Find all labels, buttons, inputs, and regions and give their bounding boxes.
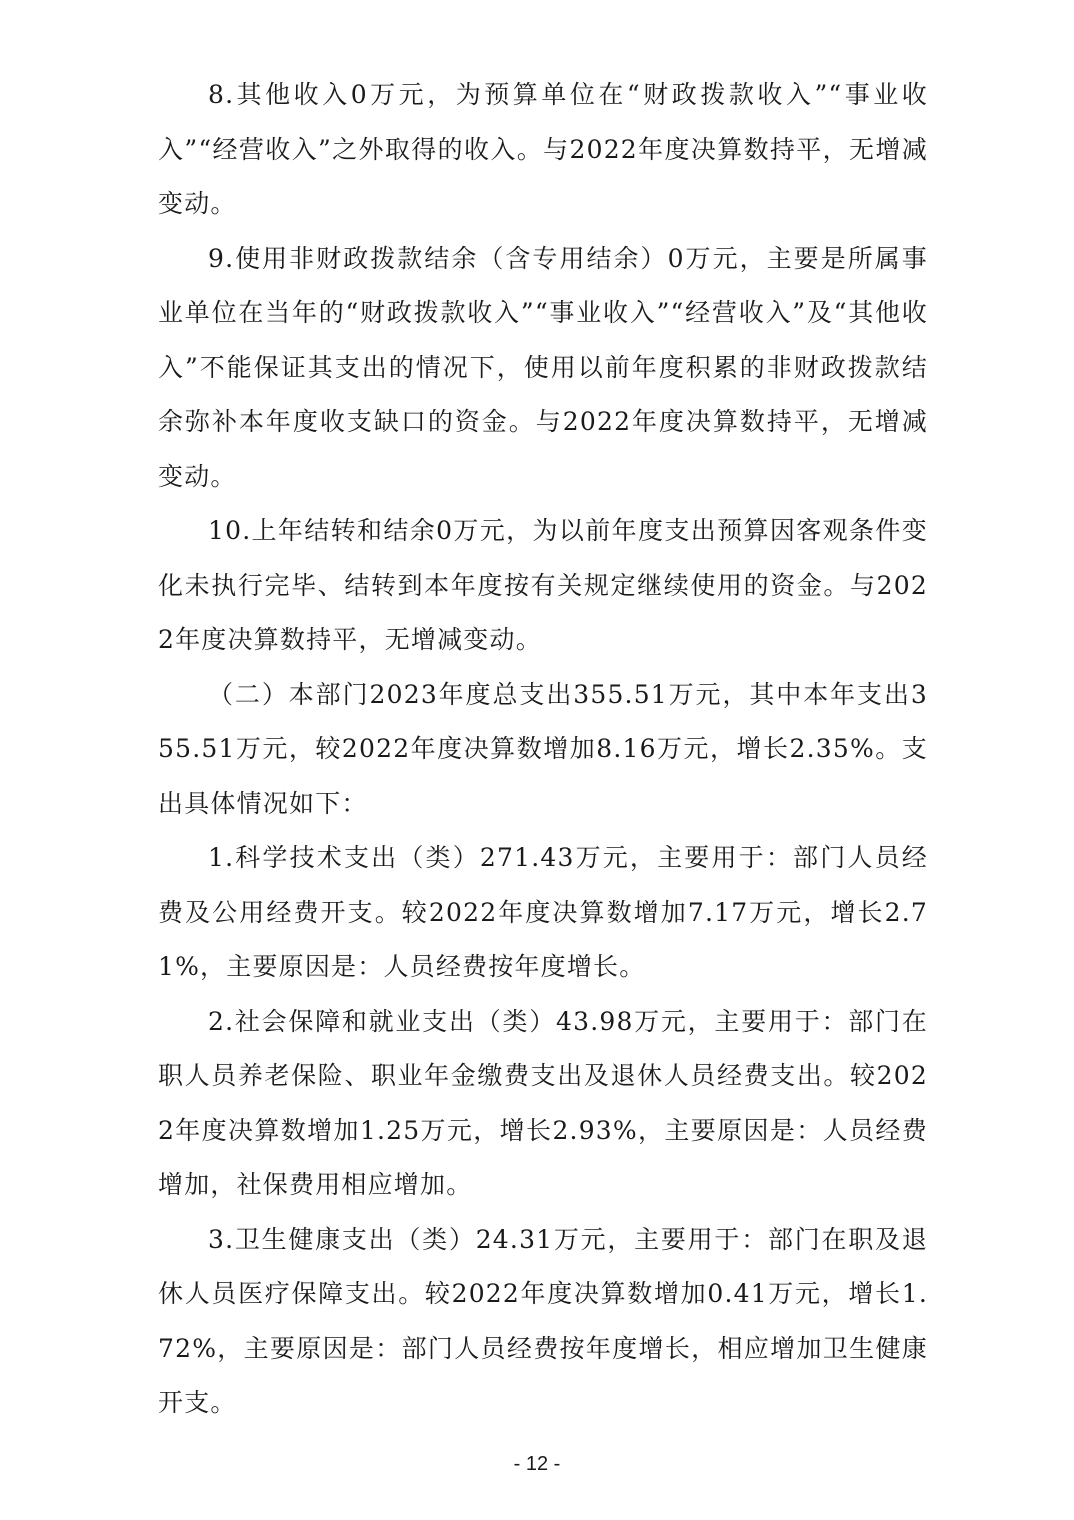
- paragraph-total-expenditure: （二）本部门2023年度总支出355.51万元，其中本年支出355.51万元，较2022年度决算数增加8.16万元，增长2.35%。支出具体情况如下：: [158, 679, 928, 818]
- paragraph-science-tech-expenditure: 1.科学技术支出（类）271.43万元，主要用于：部门人员经费及公用经费开支。较2022年度决算数增加7.17万元，增长2.71%，主要原因是：人员经费按年度增长。: [158, 843, 928, 981]
- paragraph-social-security-expenditure: 2.社会保障和就业支出（类）43.98万元，主要用于：部门在职人员养老保险、职业年金缴费支出及退休人员经费支出。较2022年度决算数增加1.25万元，增长2.93%，主要原因是：人员经费增加，社保费用相应增加。: [158, 1006, 928, 1199]
- paragraph-other-income: 8.其他收入0万元，为预算单位在“财政拨款收入”“事业收入”“经营收入”之外取得的收入。与2022年度决算数持平，无增减变动。: [158, 80, 928, 218]
- paragraph-prior-year-carryover: 10.上年结转和结余0万元，为以前年度支出预算因客观条件变化未执行完毕、结转到本年度按有关规定继续使用的资金。与2022年度决算数持平，无增减变动。: [158, 516, 928, 654]
- paragraph-non-fiscal-balance: 9.使用非财政拨款结余（含专用结余）0万元，主要是所属事业单位在当年的“财政拨款收入”“事业收入”“经营收入”及“其他收入”不能保证其支出的情况下，使用以前年度积累的非财政拨款结余弥补本年度收支缺口的资金。与2022年度决算数持平，无增减变动。: [158, 243, 928, 491]
- page-number: - 12 -: [513, 1453, 561, 1475]
- paragraph-health-expenditure: 3.卫生健康支出（类）24.31万元，主要用于：部门在职及退休人员医疗保障支出。较2022年度决算数增加0.41万元，增长1.72%，主要原因是：部门人员经费按年度增长，相应增加卫生健康开支。: [158, 1224, 928, 1417]
- body-text: [158, 68, 928, 1431]
